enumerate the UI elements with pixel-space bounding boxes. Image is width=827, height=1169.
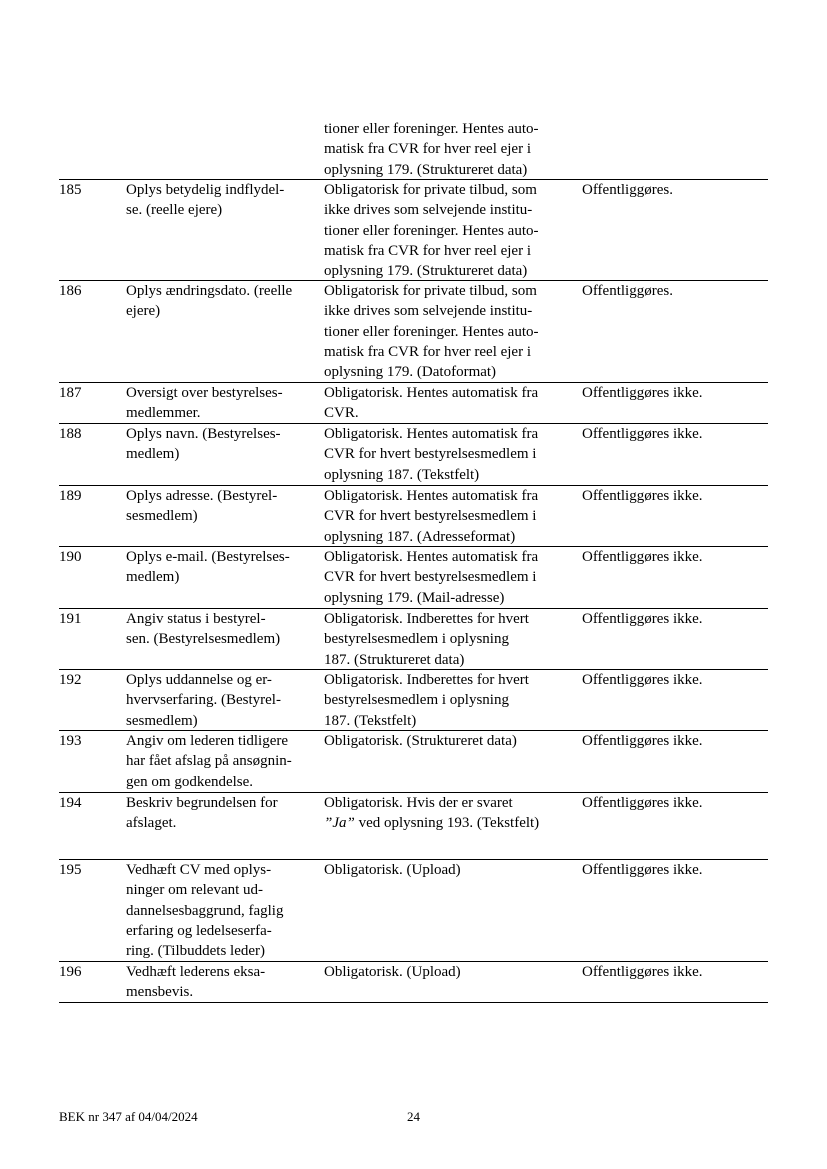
row-number: 185	[59, 182, 82, 198]
row-number: 192	[59, 672, 82, 688]
requirement-cell	[324, 281, 539, 382]
text-line: ninger om relevant ud-	[126, 882, 264, 899]
text-line: mensbevis.	[126, 984, 194, 1001]
text-line	[324, 813, 539, 833]
publication-cell: Offentliggøres ikke.	[582, 733, 703, 749]
requirement-cell	[324, 793, 539, 834]
row-number: 194	[59, 795, 82, 811]
text-line: har fået afslag på ansøgnin-	[126, 753, 292, 770]
requirement-cell	[324, 670, 529, 731]
row-number: 186	[59, 283, 82, 299]
description-cell	[126, 609, 280, 650]
text-line: oplysning 179. (Mail-adresse)	[324, 589, 505, 606]
publication-cell: Offentliggøres ikke.	[582, 426, 703, 442]
publication-cell: Offentliggøres.	[582, 182, 673, 198]
text-line: oplysning 179. (Struktureret data)	[324, 161, 528, 178]
text-line: dannelsesbaggrund, faglig	[126, 902, 284, 919]
text-line: Oplys e-mail. (Bestyrelses-	[126, 549, 290, 565]
requirements-table	[59, 119, 768, 1003]
text-line: sesmedlem)	[126, 508, 198, 525]
text-line: oplysning 187. (Tekstfelt)	[324, 466, 480, 483]
row-number: 196	[59, 964, 82, 980]
text-line: CVR.	[324, 405, 359, 422]
text-line: matisk fra CVR for hver reel ejer i	[324, 343, 532, 360]
table-row	[59, 731, 768, 793]
text-line: Obligatorisk. Hentes automatisk fra	[324, 488, 539, 504]
text-line: CVR for hvert bestyrelsesmedlem i	[324, 569, 537, 586]
requirement-cell	[324, 547, 538, 608]
description-cell	[126, 281, 292, 322]
table-row	[59, 609, 768, 670]
description-cell	[126, 793, 278, 834]
text-line: hvervserfaring. (Bestyrel-	[126, 692, 281, 709]
text-line: oplysning 187. (Adresseformat)	[324, 528, 516, 545]
text-line: medlemmer.	[126, 405, 201, 422]
description-cell	[126, 547, 290, 588]
table-row	[59, 547, 768, 609]
text-line: Obligatorisk. (Struktureret data)	[324, 733, 517, 749]
text-line: Obligatorisk. Indberettes for hvert	[324, 611, 529, 627]
description-cell	[126, 860, 283, 961]
publication-cell: Offentliggøres ikke.	[582, 795, 703, 811]
text-line: afslaget.	[126, 815, 177, 832]
requirement-cell	[324, 486, 538, 547]
text-line: oplysning 179. (Datoformat)	[324, 364, 497, 381]
table-row	[59, 383, 768, 424]
text-line: Oplys adresse. (Bestyrel-	[126, 488, 278, 504]
publication-cell: Offentliggøres ikke.	[582, 672, 703, 688]
table-row	[59, 962, 768, 1003]
text-line: ikke drives som selvejende institu-	[324, 202, 533, 219]
text-line: oplysning 179. (Struktureret data)	[324, 263, 528, 280]
text-line: Obligatorisk for private tilbud, som	[324, 283, 537, 299]
text-line: se. (reelle ejere)	[126, 202, 223, 219]
row-number: 191	[59, 611, 82, 627]
text-line: Angiv status i bestyrel-	[126, 611, 266, 627]
publication-cell: Offentliggøres ikke.	[582, 549, 703, 565]
text-segment: ved oplysning 193. (Tekstfelt)	[354, 815, 540, 832]
publication-cell: Offentliggøres ikke.	[582, 964, 703, 980]
text-line: ikke drives som selvejende institu-	[324, 303, 533, 320]
text-line: 187. (Struktureret data)	[324, 651, 465, 668]
row-number: 190	[59, 549, 82, 565]
text-line: tioner eller foreninger. Hentes auto-	[324, 121, 539, 137]
requirement-cell	[324, 180, 539, 281]
publication-cell: Offentliggøres ikke.	[582, 488, 703, 504]
text-line: gen om godkendelse.	[126, 773, 254, 790]
text-line: Oplys navn. (Bestyrelses-	[126, 426, 281, 442]
text-line: Oplys betydelig indflydel-	[126, 182, 285, 198]
table-row	[59, 793, 768, 860]
text-line: Obligatorisk. Hentes automatisk fra	[324, 426, 539, 442]
text-line: erfaring og ledelseserfa-	[126, 922, 272, 939]
text-line: tioner eller foreninger. Hentes auto-	[324, 222, 539, 239]
row-number: 187	[59, 385, 82, 401]
publication-cell: Offentliggøres ikke.	[582, 862, 703, 878]
text-line: Obligatorisk. Hentes automatisk fra	[324, 385, 539, 401]
description-cell	[126, 670, 281, 731]
description-cell	[126, 424, 281, 465]
row-number: 188	[59, 426, 82, 442]
description-cell	[126, 486, 277, 527]
text-line: 187. (Tekstfelt)	[324, 712, 417, 729]
requirement-cell	[324, 609, 529, 670]
table-row	[59, 281, 768, 383]
text-line: matisk fra CVR for hver reel ejer i	[324, 242, 532, 259]
text-line: Obligatorisk. Hentes automatisk fra	[324, 549, 539, 565]
requirement-cell	[324, 962, 461, 982]
text-line: Obligatorisk. Hvis der er svaret	[324, 795, 513, 811]
table-row	[59, 424, 768, 486]
description-cell	[126, 731, 292, 792]
text-line: Angiv om lederen tidligere	[126, 733, 289, 749]
italic-answer: ”Ja”	[324, 815, 355, 832]
row-number: 195	[59, 862, 82, 878]
text-line: sen. (Bestyrelsesmedlem)	[126, 631, 281, 648]
requirement-cell	[324, 860, 461, 880]
text-line: medlem)	[126, 569, 180, 586]
table-row	[59, 860, 768, 962]
text-line: Vedhæft lederens eksa-	[126, 964, 266, 980]
text-line: matisk fra CVR for hver reel ejer i	[324, 141, 532, 158]
text-line: ring. (Tilbuddets leder)	[126, 943, 266, 960]
text-line: Beskriv begrundelsen for	[126, 795, 278, 811]
text-line: bestyrelsesmedlem i oplysning	[324, 631, 509, 648]
requirement-cell	[324, 731, 517, 751]
publication-cell: Offentliggøres ikke.	[582, 611, 703, 627]
text-line: Vedhæft CV med oplys-	[126, 862, 272, 878]
table-row	[59, 670, 768, 731]
text-line: sesmedlem)	[126, 712, 198, 729]
requirement-cell	[324, 424, 538, 485]
requirement-cell	[324, 383, 538, 424]
text-line: Oversigt over bestyrelses-	[126, 385, 283, 401]
description-cell	[126, 180, 284, 221]
publication-cell: Offentliggøres ikke.	[582, 385, 703, 401]
text-line: Obligatorisk. Indberettes for hvert	[324, 672, 529, 688]
text-line: Obligatorisk. (Upload)	[324, 862, 461, 878]
text-line: Obligatorisk. (Upload)	[324, 964, 461, 980]
text-line: Oplys ændringsdato. (reelle	[126, 283, 293, 299]
text-line: ejere)	[126, 303, 161, 320]
table-row	[59, 119, 768, 180]
row-number: 189	[59, 488, 82, 504]
page-number: 24	[407, 1109, 420, 1124]
requirement-cell	[324, 119, 539, 180]
description-cell	[126, 383, 283, 424]
description-cell	[126, 962, 265, 1003]
text-line: medlem)	[126, 446, 180, 463]
text-line: CVR for hvert bestyrelsesmedlem i	[324, 446, 537, 463]
table-row	[59, 180, 768, 281]
text-line: bestyrelsesmedlem i oplysning	[324, 692, 509, 709]
text-line: Obligatorisk for private tilbud, som	[324, 182, 537, 198]
text-line: Oplys uddannelse og er-	[126, 672, 272, 688]
table-row	[59, 486, 768, 547]
footer-reference: BEK nr 347 af 04/04/2024	[59, 1109, 198, 1124]
text-line: tioner eller foreninger. Hentes auto-	[324, 323, 539, 340]
text-line: CVR for hvert bestyrelsesmedlem i	[324, 508, 537, 525]
row-number: 193	[59, 733, 82, 749]
publication-cell: Offentliggøres.	[582, 283, 673, 299]
